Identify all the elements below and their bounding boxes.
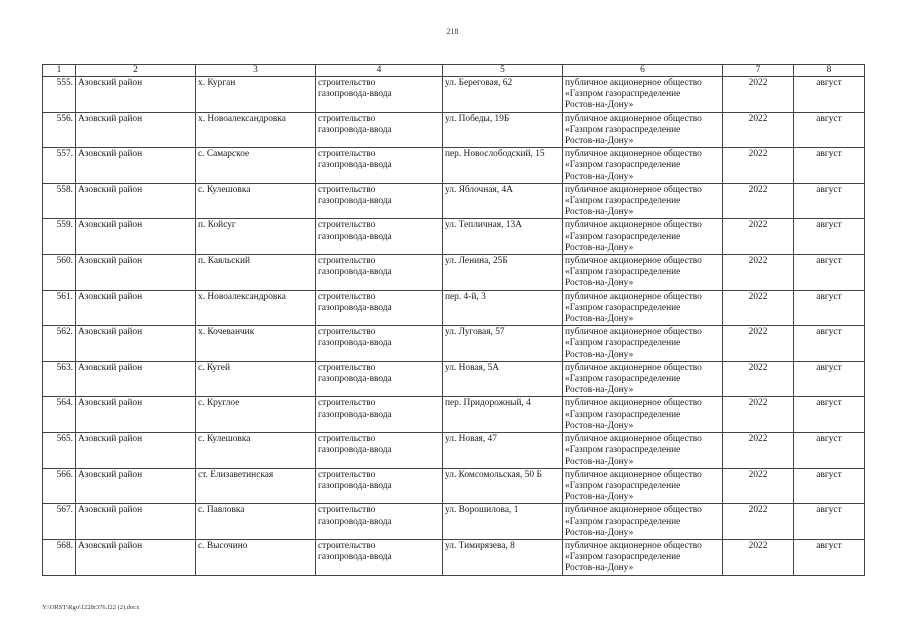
column-number-5: 5 bbox=[443, 65, 563, 77]
year-cell-line: 2022 bbox=[748, 149, 768, 160]
month-cell bbox=[794, 290, 865, 326]
owner-cell-line: «Газпром газораспределение bbox=[565, 480, 681, 491]
owner-cell-line: Ростов-на-Дону» bbox=[565, 314, 634, 325]
owner-cell bbox=[563, 290, 723, 326]
owner-cell-line: «Газпром газораспределение bbox=[565, 196, 681, 207]
owner-cell bbox=[563, 433, 723, 469]
locality-cell-line: х. Новоалександровка bbox=[198, 113, 286, 124]
month-cell-line: август bbox=[816, 113, 842, 124]
row-number-cell bbox=[43, 183, 76, 219]
locality-cell bbox=[196, 255, 316, 291]
district-cell-line: Азовский район bbox=[78, 505, 143, 516]
column-number-4: 4 bbox=[316, 65, 443, 77]
work-type-cell-line: газопровода-ввода bbox=[318, 552, 392, 563]
owner-cell-line: публичное акционерное общество bbox=[565, 78, 702, 88]
address-cell-line: ул. Луговая, 57 bbox=[445, 327, 505, 338]
month-cell-line: август bbox=[816, 149, 842, 160]
district-cell bbox=[76, 219, 196, 255]
owner-cell-line: «Газпром газораспределение bbox=[565, 552, 681, 563]
table-row bbox=[43, 504, 865, 540]
locality-cell bbox=[196, 504, 316, 540]
work-type-cell bbox=[316, 539, 443, 575]
month-cell-line: август bbox=[816, 540, 842, 551]
year-cell-line: 2022 bbox=[748, 78, 768, 88]
owner-cell-line: публичное акционерное общество bbox=[565, 505, 702, 516]
owner-cell bbox=[563, 219, 723, 255]
owner-cell bbox=[563, 255, 723, 291]
year-cell bbox=[723, 397, 794, 433]
table-row bbox=[43, 112, 865, 148]
district-cell bbox=[76, 504, 196, 540]
locality-cell-line: х. Курган bbox=[198, 78, 236, 88]
table-row bbox=[43, 397, 865, 433]
locality-cell-line: п. Койсуг bbox=[198, 220, 236, 231]
address-cell-line: ул. Победы, 19Б bbox=[445, 113, 510, 124]
owner-cell-line: «Газпром газораспределение bbox=[565, 445, 681, 456]
work-type-cell-line: газопровода-ввода bbox=[318, 445, 392, 456]
locality-cell-line: с. Кулешовка bbox=[198, 184, 251, 195]
address-cell bbox=[443, 397, 563, 433]
district-cell-line: Азовский район bbox=[78, 113, 143, 124]
table-row bbox=[43, 361, 865, 397]
address-cell bbox=[443, 326, 563, 362]
owner-cell bbox=[563, 77, 723, 113]
owner-cell-line: «Газпром газораспределение bbox=[565, 374, 681, 385]
district-cell bbox=[76, 433, 196, 469]
row-number-cell-line: 568. bbox=[56, 540, 73, 551]
address-cell-line: пер. Придорожный, 4 bbox=[445, 398, 531, 409]
year-cell-line: 2022 bbox=[748, 256, 768, 267]
work-type-cell bbox=[316, 290, 443, 326]
owner-cell-line: «Газпром газораспределение bbox=[565, 231, 681, 242]
month-cell-line: август bbox=[816, 184, 842, 195]
column-number-7: 7 bbox=[723, 65, 794, 77]
month-cell bbox=[794, 219, 865, 255]
month-cell-line: август bbox=[816, 256, 842, 267]
table-row bbox=[43, 539, 865, 575]
owner-cell-line: публичное акционерное общество bbox=[565, 220, 702, 231]
column-number-row bbox=[43, 65, 865, 77]
year-cell bbox=[723, 361, 794, 397]
row-number-cell-line: 557. bbox=[56, 149, 73, 160]
owner-cell-line: Ростов-на-Дону» bbox=[565, 242, 634, 253]
address-cell bbox=[443, 504, 563, 540]
district-cell bbox=[76, 77, 196, 113]
address-cell bbox=[443, 183, 563, 219]
owner-cell-line: Ростов-на-Дону» bbox=[565, 100, 634, 111]
work-type-cell bbox=[316, 219, 443, 255]
locality-cell-line: с. Павловка bbox=[198, 505, 245, 516]
work-type-cell bbox=[316, 361, 443, 397]
work-type-cell bbox=[316, 183, 443, 219]
locality-cell bbox=[196, 290, 316, 326]
district-cell-line: Азовский район bbox=[78, 220, 143, 231]
district-cell bbox=[76, 112, 196, 148]
column-number-3: 3 bbox=[196, 65, 316, 77]
work-type-cell bbox=[316, 148, 443, 184]
month-cell-line: август bbox=[816, 434, 842, 445]
address-cell-line: ул. Тепличная, 13А bbox=[445, 220, 522, 231]
work-type-cell-line: строительство bbox=[318, 113, 376, 124]
address-cell bbox=[443, 290, 563, 326]
row-number-cell-line: 562. bbox=[56, 327, 73, 338]
month-cell bbox=[794, 326, 865, 362]
row-number-cell-line: 563. bbox=[56, 362, 73, 373]
work-type-cell-line: газопровода-ввода bbox=[318, 409, 392, 420]
owner-cell-line: Ростов-на-Дону» bbox=[565, 278, 634, 289]
work-type-cell bbox=[316, 326, 443, 362]
row-number-cell bbox=[43, 397, 76, 433]
locality-cell bbox=[196, 77, 316, 113]
month-cell bbox=[794, 183, 865, 219]
column-number-8: 8 bbox=[794, 65, 865, 77]
year-cell bbox=[723, 326, 794, 362]
owner-cell-line: «Газпром газораспределение bbox=[565, 409, 681, 420]
year-cell bbox=[723, 77, 794, 113]
work-type-cell-line: строительство bbox=[318, 434, 376, 445]
owner-cell-line: Ростов-на-Дону» bbox=[565, 563, 634, 574]
locality-cell-line: с. Высочино bbox=[198, 540, 248, 551]
work-type-cell-line: строительство bbox=[318, 220, 376, 231]
work-type-cell-line: газопровода-ввода bbox=[318, 480, 392, 491]
address-cell bbox=[443, 77, 563, 113]
row-number-cell-line: 566. bbox=[56, 469, 73, 480]
month-cell bbox=[794, 361, 865, 397]
column-number-6: 6 bbox=[563, 65, 723, 77]
work-type-cell-line: газопровода-ввода bbox=[318, 374, 392, 385]
district-cell-line: Азовский район bbox=[78, 78, 143, 88]
year-cell-line: 2022 bbox=[748, 220, 768, 231]
work-type-cell-line: строительство bbox=[318, 469, 376, 480]
table-row bbox=[43, 183, 865, 219]
row-number-cell-line: 558. bbox=[56, 184, 73, 195]
work-type-cell bbox=[316, 77, 443, 113]
register-table bbox=[42, 64, 865, 576]
district-cell bbox=[76, 539, 196, 575]
locality-cell bbox=[196, 361, 316, 397]
address-cell bbox=[443, 112, 563, 148]
locality-cell bbox=[196, 326, 316, 362]
year-cell bbox=[723, 468, 794, 504]
month-cell bbox=[794, 468, 865, 504]
owner-cell-line: публичное акционерное общество bbox=[565, 327, 702, 338]
work-type-cell-line: строительство bbox=[318, 362, 376, 373]
locality-cell-line: х. Кочеванчик bbox=[198, 327, 255, 338]
year-cell-line: 2022 bbox=[748, 362, 768, 373]
address-cell bbox=[443, 433, 563, 469]
locality-cell-line: с. Кулешовка bbox=[198, 434, 251, 445]
work-type-cell bbox=[316, 255, 443, 291]
locality-cell bbox=[196, 219, 316, 255]
row-number-cell bbox=[43, 539, 76, 575]
owner-cell-line: «Газпром газораспределение bbox=[565, 267, 681, 278]
work-type-cell-line: газопровода-ввода bbox=[318, 302, 392, 313]
address-cell-line: ул. Ленина, 25Б bbox=[445, 256, 508, 267]
year-cell bbox=[723, 112, 794, 148]
row-number-cell bbox=[43, 361, 76, 397]
table-row bbox=[43, 255, 865, 291]
locality-cell-line: п. Каяльский bbox=[198, 256, 251, 267]
row-number-cell-line: 567. bbox=[56, 505, 73, 516]
work-type-cell-line: строительство bbox=[318, 327, 376, 338]
month-cell bbox=[794, 77, 865, 113]
row-number-cell bbox=[43, 112, 76, 148]
locality-cell bbox=[196, 148, 316, 184]
row-number-cell bbox=[43, 433, 76, 469]
owner-cell-line: «Газпром газораспределение bbox=[565, 160, 681, 171]
district-cell-line: Азовский район bbox=[78, 184, 143, 195]
year-cell-line: 2022 bbox=[748, 327, 768, 338]
locality-cell-line: х. Новоалександровка bbox=[198, 291, 286, 302]
work-type-cell bbox=[316, 468, 443, 504]
year-cell-line: 2022 bbox=[748, 469, 768, 480]
month-cell-line: август bbox=[816, 505, 842, 516]
owner-cell-line: публичное акционерное общество bbox=[565, 256, 702, 267]
district-cell bbox=[76, 255, 196, 291]
year-cell bbox=[723, 255, 794, 291]
address-cell-line: ул. Яблочная, 4А bbox=[445, 184, 513, 195]
locality-cell bbox=[196, 112, 316, 148]
work-type-cell-line: строительство bbox=[318, 505, 376, 516]
work-type-cell-line: газопровода-ввода bbox=[318, 516, 392, 527]
owner-cell-line: публичное акционерное общество bbox=[565, 469, 702, 480]
year-cell bbox=[723, 539, 794, 575]
table-row bbox=[43, 77, 865, 113]
row-number-cell bbox=[43, 148, 76, 184]
district-cell bbox=[76, 361, 196, 397]
owner-cell-line: публичное акционерное общество bbox=[565, 540, 702, 551]
year-cell-line: 2022 bbox=[748, 434, 768, 445]
address-cell-line: пер. 4-й, 3 bbox=[445, 291, 486, 302]
address-cell-line: ул. Новая, 5А bbox=[445, 362, 500, 373]
district-cell bbox=[76, 397, 196, 433]
locality-cell-line: с. Кугей bbox=[198, 362, 230, 373]
district-cell bbox=[76, 326, 196, 362]
file-path-footer: Y:\ORST\Rgo\1228r376.f22 (2).docx bbox=[42, 604, 140, 611]
owner-cell-line: публичное акционерное общество bbox=[565, 113, 702, 124]
owner-cell-line: публичное акционерное общество bbox=[565, 291, 702, 302]
row-number-cell-line: 561. bbox=[56, 291, 73, 302]
work-type-cell bbox=[316, 504, 443, 540]
work-type-cell-line: строительство bbox=[318, 291, 376, 302]
month-cell bbox=[794, 112, 865, 148]
month-cell-line: август bbox=[816, 220, 842, 231]
month-cell bbox=[794, 433, 865, 469]
owner-cell-line: Ростов-на-Дону» bbox=[565, 492, 634, 503]
table-row bbox=[43, 290, 865, 326]
owner-cell bbox=[563, 326, 723, 362]
address-cell bbox=[443, 219, 563, 255]
row-number-cell bbox=[43, 504, 76, 540]
year-cell bbox=[723, 433, 794, 469]
district-cell-line: Азовский район bbox=[78, 540, 143, 551]
owner-cell-line: Ростов-на-Дону» bbox=[565, 527, 634, 538]
table-row bbox=[43, 219, 865, 255]
owner-cell-line: публичное акционерное общество bbox=[565, 434, 702, 445]
locality-cell bbox=[196, 468, 316, 504]
row-number-cell bbox=[43, 468, 76, 504]
locality-cell-line: с. Самарское bbox=[198, 149, 250, 160]
district-cell bbox=[76, 468, 196, 504]
owner-cell-line: Ростов-на-Дону» bbox=[565, 171, 634, 182]
owner-cell bbox=[563, 539, 723, 575]
address-cell-line: ул. Комсомольская, 50 Б bbox=[445, 469, 542, 480]
work-type-cell-line: газопровода-ввода bbox=[318, 231, 392, 242]
owner-cell-line: Ростов-на-Дону» bbox=[565, 349, 634, 360]
address-cell-line: ул. Береговая, 62 bbox=[445, 78, 513, 88]
month-cell-line: август bbox=[816, 291, 842, 302]
year-cell bbox=[723, 504, 794, 540]
address-cell bbox=[443, 148, 563, 184]
address-cell bbox=[443, 468, 563, 504]
owner-cell-line: Ростов-на-Дону» bbox=[565, 420, 634, 431]
table-row bbox=[43, 433, 865, 469]
month-cell bbox=[794, 539, 865, 575]
column-number-1: 1 bbox=[43, 65, 76, 77]
year-cell bbox=[723, 219, 794, 255]
work-type-cell-line: газопровода-ввода bbox=[318, 196, 392, 207]
year-cell-line: 2022 bbox=[748, 398, 768, 409]
owner-cell-line: Ростов-на-Дону» bbox=[565, 207, 634, 218]
row-number-cell-line: 560. bbox=[56, 256, 73, 267]
work-type-cell-line: газопровода-ввода bbox=[318, 267, 392, 278]
work-type-cell-line: газопровода-ввода bbox=[318, 160, 392, 171]
year-cell-line: 2022 bbox=[748, 505, 768, 516]
owner-cell bbox=[563, 112, 723, 148]
owner-cell bbox=[563, 148, 723, 184]
owner-cell-line: «Газпром газораспределение bbox=[565, 302, 681, 313]
address-cell-line: ул. Новая, 47 bbox=[445, 434, 497, 445]
owner-cell bbox=[563, 504, 723, 540]
locality-cell-line: ст. Елизаветинская bbox=[198, 469, 274, 480]
month-cell bbox=[794, 397, 865, 433]
district-cell-line: Азовский район bbox=[78, 327, 143, 338]
month-cell bbox=[794, 504, 865, 540]
work-type-cell-line: строительство bbox=[318, 184, 376, 195]
row-number-cell bbox=[43, 290, 76, 326]
owner-cell-line: «Газпром газораспределение bbox=[565, 89, 681, 100]
row-number-cell-line: 555. bbox=[56, 78, 73, 88]
page-number: 218 bbox=[446, 27, 459, 36]
district-cell-line: Азовский район bbox=[78, 398, 143, 409]
owner-cell-line: «Газпром газораспределение bbox=[565, 124, 681, 135]
row-number-cell-line: 559. bbox=[56, 220, 73, 231]
row-number-cell bbox=[43, 219, 76, 255]
district-cell-line: Азовский район bbox=[78, 256, 143, 267]
owner-cell-line: «Газпром газораспределение bbox=[565, 516, 681, 527]
address-cell-line: ул. Ворошилова, 1 bbox=[445, 505, 519, 516]
year-cell-line: 2022 bbox=[748, 184, 768, 195]
row-number-cell bbox=[43, 326, 76, 362]
address-cell bbox=[443, 361, 563, 397]
work-type-cell bbox=[316, 397, 443, 433]
owner-cell-line: Ростов-на-Дону» bbox=[565, 136, 634, 147]
district-cell-line: Азовский район bbox=[78, 469, 143, 480]
work-type-cell-line: строительство bbox=[318, 540, 376, 551]
work-type-cell-line: строительство bbox=[318, 398, 376, 409]
owner-cell-line: «Газпром газораспределение bbox=[565, 338, 681, 349]
locality-cell bbox=[196, 183, 316, 219]
work-type-cell-line: газопровода-ввода bbox=[318, 338, 392, 349]
table-row bbox=[43, 326, 865, 362]
row-number-cell-line: 564. bbox=[56, 398, 73, 409]
work-type-cell-line: газопровода-ввода bbox=[318, 89, 392, 100]
year-cell-line: 2022 bbox=[748, 113, 768, 124]
locality-cell bbox=[196, 539, 316, 575]
work-type-cell bbox=[316, 112, 443, 148]
district-cell-line: Азовский район bbox=[78, 362, 143, 373]
row-number-cell bbox=[43, 255, 76, 291]
address-cell-line: ул. Тимирязева, 8 bbox=[445, 540, 515, 551]
district-cell bbox=[76, 290, 196, 326]
owner-cell bbox=[563, 183, 723, 219]
owner-cell-line: публичное акционерное общество bbox=[565, 398, 702, 409]
month-cell bbox=[794, 148, 865, 184]
year-cell bbox=[723, 148, 794, 184]
row-number-cell-line: 556. bbox=[56, 113, 73, 124]
locality-cell bbox=[196, 433, 316, 469]
locality-cell bbox=[196, 397, 316, 433]
owner-cell bbox=[563, 361, 723, 397]
owner-cell bbox=[563, 468, 723, 504]
owner-cell-line: Ростов-на-Дону» bbox=[565, 456, 634, 467]
work-type-cell-line: строительство bbox=[318, 149, 376, 160]
owner-cell-line: Ростов-на-Дону» bbox=[565, 385, 634, 396]
district-cell-line: Азовский район bbox=[78, 434, 143, 445]
year-cell-line: 2022 bbox=[748, 540, 768, 551]
year-cell bbox=[723, 183, 794, 219]
owner-cell-line: публичное акционерное общество bbox=[565, 184, 702, 195]
owner-cell-line: публичное акционерное общество bbox=[565, 149, 702, 160]
district-cell bbox=[76, 183, 196, 219]
work-type-cell bbox=[316, 433, 443, 469]
month-cell-line: август bbox=[816, 362, 842, 373]
district-cell-line: Азовский район bbox=[78, 149, 143, 160]
work-type-cell-line: газопровода-ввода bbox=[318, 124, 392, 135]
district-cell bbox=[76, 148, 196, 184]
address-cell bbox=[443, 539, 563, 575]
month-cell bbox=[794, 255, 865, 291]
month-cell-line: август bbox=[816, 469, 842, 480]
address-cell-line: пер. Новослободский, 15 bbox=[445, 149, 545, 160]
table-row bbox=[43, 468, 865, 504]
owner-cell bbox=[563, 397, 723, 433]
year-cell-line: 2022 bbox=[748, 291, 768, 302]
month-cell-line: август bbox=[816, 398, 842, 409]
district-cell-line: Азовский район bbox=[78, 291, 143, 302]
row-number-cell bbox=[43, 77, 76, 113]
row-number-cell-line: 565. bbox=[56, 434, 73, 445]
work-type-cell-line: строительство bbox=[318, 78, 376, 88]
month-cell-line: август bbox=[816, 327, 842, 338]
address-cell bbox=[443, 255, 563, 291]
owner-cell-line: публичное акционерное общество bbox=[565, 362, 702, 373]
table-row bbox=[43, 148, 865, 184]
column-number-2: 2 bbox=[76, 65, 196, 77]
month-cell-line: август bbox=[816, 78, 842, 88]
table-body bbox=[43, 77, 865, 576]
locality-cell-line: с. Круглое bbox=[198, 398, 240, 409]
work-type-cell-line: строительство bbox=[318, 256, 376, 267]
year-cell bbox=[723, 290, 794, 326]
